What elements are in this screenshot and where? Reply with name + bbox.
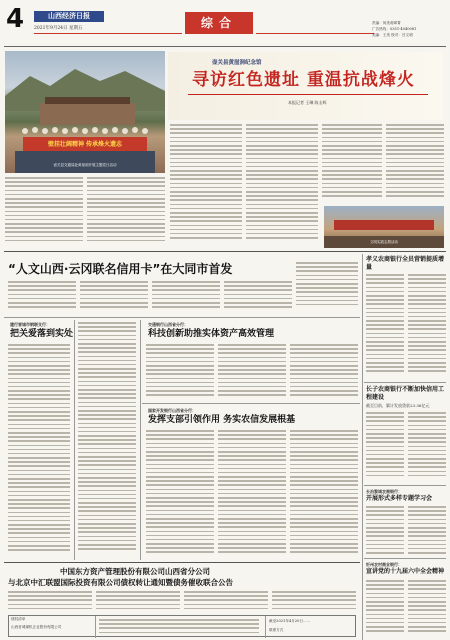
table-cell-total: 截至2021年4月20日…… <box>269 619 311 623</box>
story-g-title: 开展形式多样专题学习会 <box>366 495 433 502</box>
red-rule-right <box>256 33 374 34</box>
photo-caption-2: 文明实践志愿活动 <box>370 240 398 244</box>
vrule-1 <box>74 320 75 560</box>
lead-photo-2 <box>324 206 444 248</box>
section-label: 综合 <box>200 16 237 30</box>
vrule-right <box>362 254 363 640</box>
photo-caption: 壶关县交通局赴黄崖洞开展主题党日活动 <box>53 163 117 167</box>
story-g-body-1 <box>366 506 404 556</box>
section-divider-6 <box>364 558 446 559</box>
lead-body-col-6 <box>386 124 444 204</box>
story-d-body-3 <box>290 430 358 560</box>
story-e-body-2 <box>408 274 446 379</box>
editor-info <box>372 20 448 38</box>
story-c-body-3 <box>290 344 358 400</box>
story-h-body-1 <box>366 580 404 636</box>
editor-line: 美编：王美 校对：吕文明 <box>372 33 413 37</box>
story-f-title: 长子农商银行不断加快信用工程建设 <box>366 386 445 401</box>
story-c-kicker: 交通银行山西省分行： <box>148 322 188 327</box>
lead-body-col-2 <box>87 177 165 247</box>
section-divider-1 <box>4 251 446 252</box>
lead-title-block <box>168 52 443 120</box>
story-a-body-2 <box>78 322 136 560</box>
lead-photo <box>5 51 165 173</box>
story-b-body-2 <box>80 281 148 313</box>
lead-byline: 本报记者 王琳 陈圭辉 <box>288 100 327 105</box>
notice-title-1: 中国东方资产管理股份有限公司山西省分公司 <box>60 567 210 576</box>
notice-title-2: 与北京中汇联盟国际投资有限公司债权转让通知暨债务催收联合公告 <box>8 578 233 587</box>
story-f-body-1 <box>366 412 404 482</box>
lead-photo-scene <box>5 51 165 173</box>
notice-block <box>4 562 360 638</box>
story-d-body-1 <box>146 430 214 560</box>
notice-body-3 <box>184 591 268 613</box>
story-b-body-5 <box>296 262 358 314</box>
story-d-title: 发挥支部引领作用 务实农信发展根基 <box>148 415 296 425</box>
notice-body-1 <box>8 591 92 613</box>
table-divider <box>95 616 96 638</box>
story-a-body <box>8 344 70 559</box>
story-d-kicker: 国家开发银行山西省分行： <box>148 408 196 413</box>
contact-label: 联系方式 <box>269 628 284 632</box>
table-header: 债权清单 <box>11 617 26 621</box>
table-divider <box>265 616 266 638</box>
lead-kicker: 壶关县黄崖洞纪念馆 <box>212 60 262 66</box>
story-h-kicker: 忻州农村商业银行： <box>366 562 402 567</box>
story-g-body-2 <box>408 506 446 556</box>
story-c-body-1 <box>146 344 214 400</box>
banner-text: 壁挂壮阔精神 传承烽火遗志 <box>47 141 123 148</box>
editor-line: 责编：何美莉翠菁 <box>372 21 401 25</box>
section-divider-5 <box>364 485 446 486</box>
story-d-body-2 <box>218 430 286 560</box>
table-cell-lines <box>99 619 259 637</box>
story-a-title: 建行晋城市钢联支行： <box>10 322 50 327</box>
story-c-body-2 <box>218 344 286 400</box>
story-f-body-2 <box>408 412 446 482</box>
notice-table <box>8 615 356 637</box>
story-b-title: “人文山西·云冈联名信用卡”在大同市首发 <box>8 262 233 276</box>
notice-body-4 <box>272 591 356 613</box>
page-number: 4 <box>6 4 25 34</box>
section-tab <box>185 12 253 34</box>
story-h-body-2 <box>408 580 446 636</box>
lead-body-col-3 <box>170 124 242 247</box>
story-e-body-1 <box>366 274 404 379</box>
section-divider-3 <box>142 403 360 404</box>
story-b-body-3 <box>152 281 220 313</box>
story-f-subtitle: 截至目前，累计发放贷款23.36亿元 <box>366 403 430 408</box>
notice-body-2 <box>96 591 180 613</box>
masthead <box>0 0 450 46</box>
vrule-2 <box>140 320 141 560</box>
lead-title: 寻访红色遗址 重温抗战烽火 <box>192 70 415 90</box>
table-row: 山西晋城煤机正业股份有限公司 <box>11 625 62 629</box>
story-h-title: 宣讲党的十九届六中全会精神 <box>366 568 445 575</box>
lead-body-col-5 <box>322 124 382 204</box>
top-rule <box>4 46 446 47</box>
story-c-title: 科技创新助推实体资产高效管理 <box>148 329 275 339</box>
section-divider-2 <box>4 317 360 318</box>
editor-line: 广告热线：0351-4040081 <box>372 27 417 31</box>
red-rule-left <box>34 33 182 34</box>
story-e-title: 孝义农商银行全员营销提质增量 <box>366 256 445 271</box>
lead-body-col-1 <box>5 177 83 247</box>
lead-body-col-4 <box>246 124 318 247</box>
paper-name: 山西经济日报 <box>34 11 104 22</box>
story-b-body-4 <box>224 281 292 313</box>
story-a-subtitle: 把关爱落到实处 <box>10 329 74 339</box>
section-divider-4 <box>364 382 446 383</box>
story-g-kicker: 长治黎城农商银行： <box>366 489 402 494</box>
story-b-body-1 <box>8 281 76 313</box>
decor-rule <box>188 94 428 95</box>
date-line: 2021年9月24日 星期五 <box>34 26 83 31</box>
